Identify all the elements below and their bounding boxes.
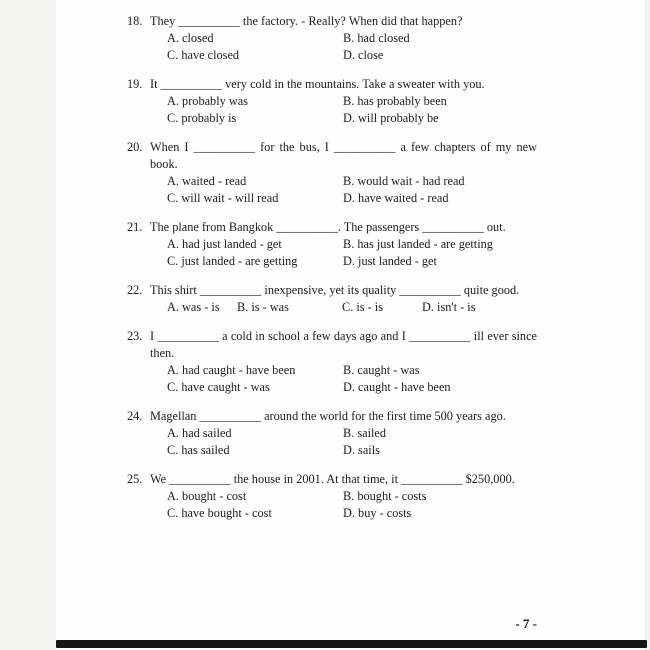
option-text: close <box>358 48 384 62</box>
option-text: have caught - was <box>181 380 270 394</box>
question-list <box>127 13 537 534</box>
question <box>127 471 537 522</box>
option-text: had closed <box>357 31 410 45</box>
question-text: It __________ very cold in the mountains. Take a sweater with you. <box>150 77 485 91</box>
option-list <box>127 488 537 522</box>
option-text: closed <box>182 31 214 45</box>
question-number: 22. <box>127 283 143 297</box>
question <box>127 328 537 396</box>
answer-option <box>343 505 537 522</box>
answer-option <box>167 299 237 316</box>
option-label: C. <box>167 506 179 520</box>
answer-option <box>167 236 343 253</box>
option-text: has probably been <box>357 94 447 108</box>
answer-option <box>343 488 537 505</box>
option-label: C. <box>167 380 179 394</box>
option-list <box>127 362 537 396</box>
option-label: C. <box>167 254 179 268</box>
question-stem <box>127 471 537 488</box>
answer-option <box>167 442 343 459</box>
scan-margin-left <box>0 0 56 650</box>
answer-option <box>342 299 422 316</box>
option-label: A. <box>167 31 179 45</box>
option-label: A. <box>167 94 179 108</box>
answer-option <box>343 379 537 396</box>
answer-option <box>343 236 537 253</box>
option-text: was - is <box>182 300 220 314</box>
option-text: just landed - are getting <box>181 254 298 268</box>
question <box>127 139 537 207</box>
question-stem <box>127 13 537 30</box>
option-list <box>127 425 537 459</box>
option-text: caught - have been <box>358 380 451 394</box>
option-text: bought - costs <box>357 489 427 503</box>
answer-option <box>343 173 537 190</box>
answer-option <box>343 442 537 459</box>
question-number: 21. <box>127 220 143 234</box>
option-label: A. <box>167 363 179 377</box>
option-label: A. <box>167 237 179 251</box>
option-text: will probably be <box>358 111 439 125</box>
option-text: buy - costs <box>358 506 412 520</box>
answer-option <box>237 299 342 316</box>
answer-option <box>343 362 537 379</box>
option-label: C. <box>167 48 179 62</box>
option-text: sailed <box>357 426 387 440</box>
question <box>127 219 537 270</box>
answer-option <box>167 173 343 190</box>
option-label: D. <box>343 111 355 125</box>
option-text: will wait - will read <box>181 191 279 205</box>
answer-option <box>167 30 343 47</box>
option-label: D. <box>343 254 355 268</box>
option-text: is - was <box>251 300 289 314</box>
question-stem <box>127 408 537 425</box>
answer-option <box>167 379 343 396</box>
question-text: I __________ a cold in school a few days ago and I __________ ill ever since then. <box>150 329 537 360</box>
option-label: D. <box>343 191 355 205</box>
question-number: 18. <box>127 14 143 28</box>
option-label: A. <box>167 174 179 188</box>
option-text: just landed - get <box>358 254 437 268</box>
option-label: C. <box>167 111 179 125</box>
question-number: 23. <box>127 329 143 343</box>
scan-edge-bar <box>56 640 647 648</box>
answer-option <box>343 425 537 442</box>
answer-option <box>343 30 537 47</box>
option-text: isn't - is <box>437 300 476 314</box>
option-text: had sailed <box>182 426 232 440</box>
option-list <box>127 93 537 127</box>
option-text: has sailed <box>181 443 230 457</box>
answer-option <box>167 47 343 64</box>
option-label: D. <box>343 506 355 520</box>
option-label: B. <box>343 94 355 108</box>
question-text: We __________ the house in 2001. At that time, it __________ $250,000. <box>150 472 515 486</box>
question-stem <box>127 282 537 299</box>
option-text: had just landed - get <box>182 237 282 251</box>
question-stem <box>127 139 537 173</box>
question-stem <box>127 328 537 362</box>
option-label: B. <box>343 237 355 251</box>
question-number: 25. <box>127 472 143 486</box>
question-stem <box>127 219 537 236</box>
answer-option <box>167 505 343 522</box>
answer-option <box>167 362 343 379</box>
option-label: B. <box>343 363 355 377</box>
option-label: D. <box>343 380 355 394</box>
page-number: - 7 - <box>515 616 537 631</box>
question <box>127 76 537 127</box>
option-list <box>127 30 537 64</box>
option-label: B. <box>237 300 249 314</box>
question-number: 20. <box>127 140 143 154</box>
option-text: sails <box>358 443 380 457</box>
option-list <box>127 173 537 207</box>
answer-option <box>343 253 537 270</box>
option-text: probably was <box>182 94 248 108</box>
question <box>127 282 537 316</box>
option-label: C. <box>167 191 179 205</box>
question <box>127 13 537 64</box>
option-label: B. <box>343 489 355 503</box>
option-text: have bought - cost <box>181 506 272 520</box>
question-text: This shirt __________ inexpensive, yet its quality __________ quite good. <box>150 283 520 297</box>
question-text: They __________ the factory. - Really? When did that happen? <box>150 14 463 28</box>
answer-option <box>343 93 537 110</box>
answer-option <box>167 190 343 207</box>
question-number: 19. <box>127 77 143 91</box>
option-text: bought - cost <box>182 489 247 503</box>
scan-margin-right <box>645 0 650 650</box>
answer-option <box>167 488 343 505</box>
option-label: B. <box>343 31 355 45</box>
question-stem <box>127 76 537 93</box>
option-text: has just landed - are getting <box>357 237 493 251</box>
question-number: 24. <box>127 409 143 423</box>
answer-option <box>167 253 343 270</box>
option-text: have waited - read <box>358 191 449 205</box>
option-label: A. <box>167 300 179 314</box>
option-text: caught - was <box>357 363 420 377</box>
question <box>127 408 537 459</box>
option-label: C. <box>342 300 354 314</box>
answer-option <box>343 190 537 207</box>
option-label: B. <box>343 174 355 188</box>
answer-option <box>167 110 343 127</box>
option-text: had caught - have been <box>182 363 296 377</box>
option-label: D. <box>343 443 355 457</box>
option-label: D. <box>343 48 355 62</box>
option-text: would wait - had read <box>357 174 465 188</box>
option-label: A. <box>167 426 179 440</box>
option-label: B. <box>343 426 355 440</box>
option-label: C. <box>167 443 179 457</box>
option-text: have closed <box>181 48 240 62</box>
option-text: is - is <box>356 300 384 314</box>
question-text: Magellan __________ around the world for the first time 500 years ago. <box>150 409 506 423</box>
answer-option <box>167 425 343 442</box>
answer-option <box>422 299 475 316</box>
option-label: D. <box>422 300 434 314</box>
option-list <box>127 236 537 270</box>
question-text: When I __________ for the bus, I __________ a few chapters of my new book. <box>150 140 537 171</box>
option-text: probably is <box>181 111 237 125</box>
answer-option <box>167 93 343 110</box>
option-text: waited - read <box>182 174 247 188</box>
option-label: A. <box>167 489 179 503</box>
option-list <box>127 299 537 316</box>
answer-option <box>343 110 537 127</box>
question-text: The plane from Bangkok __________. The passengers __________ out. <box>150 220 506 234</box>
answer-option <box>343 47 537 64</box>
